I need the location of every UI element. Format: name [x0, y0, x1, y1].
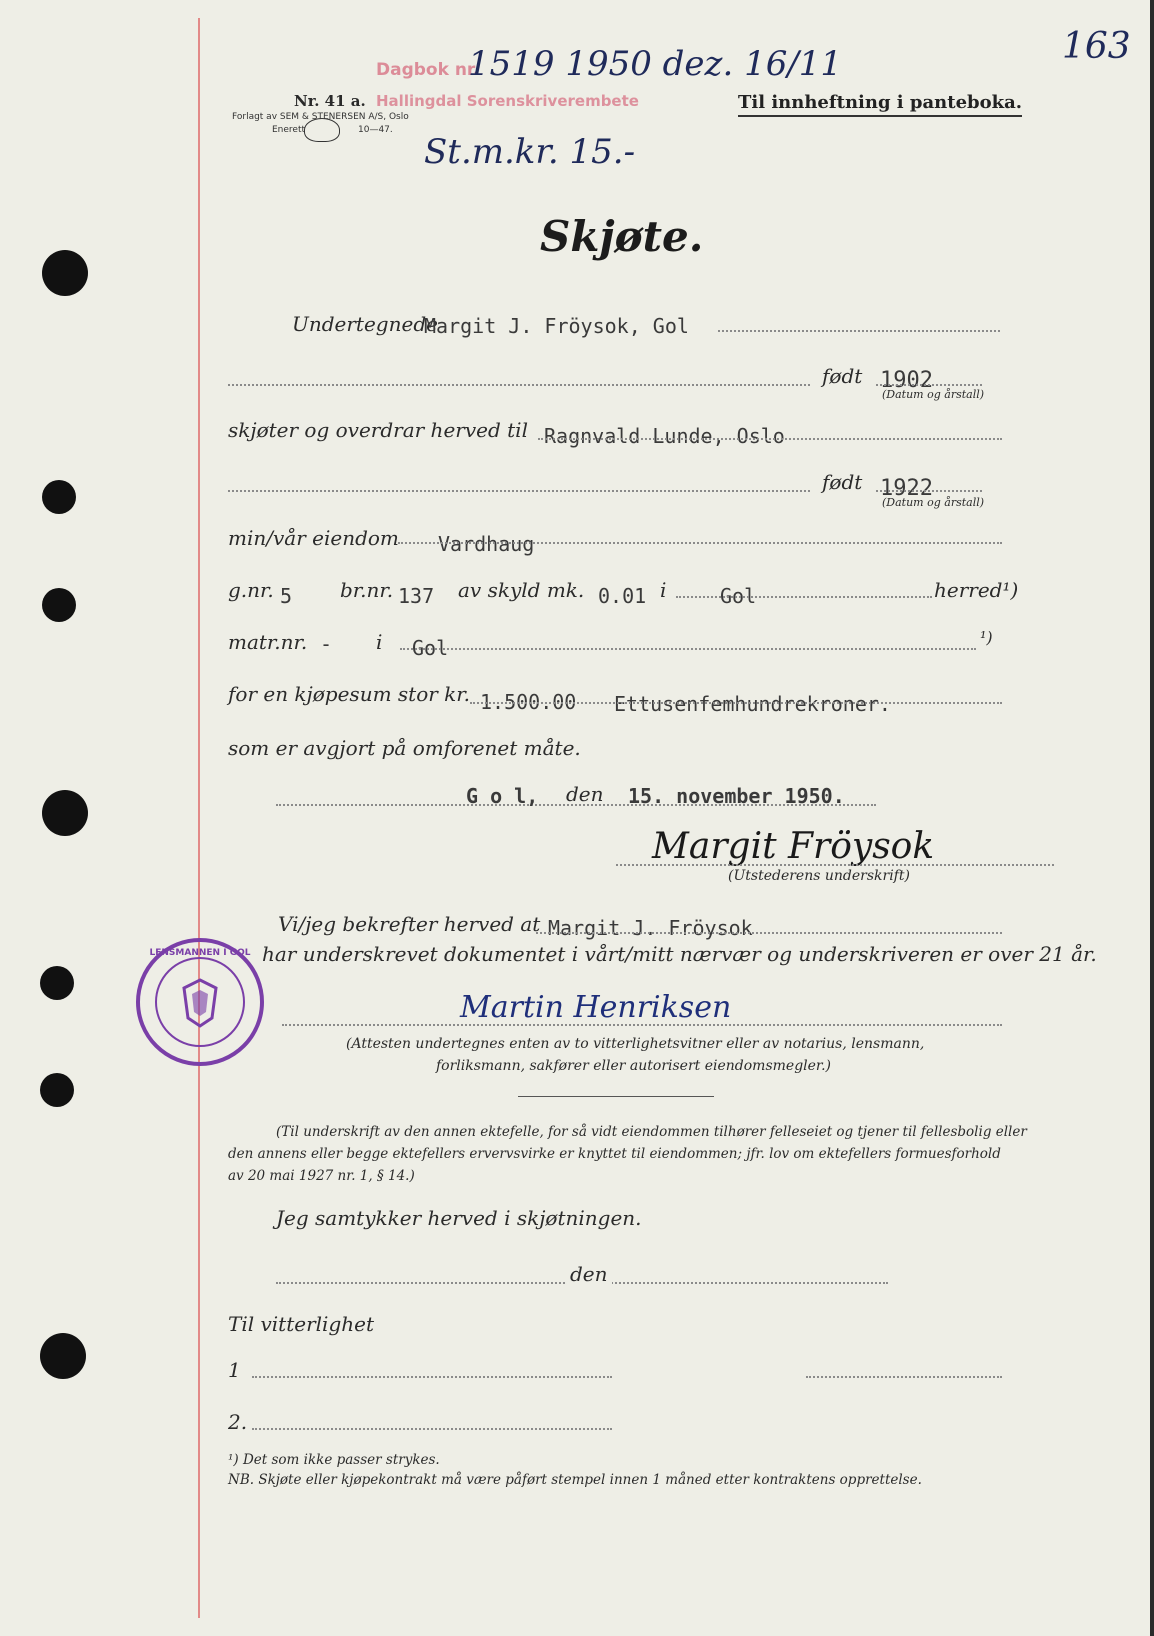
publisher-logo	[304, 118, 340, 142]
buyer-born-value: 1922	[880, 476, 933, 501]
dotted-line	[616, 864, 1054, 866]
matr-label: matr.nr.	[228, 630, 308, 654]
witness-label: Til vitterlighet	[228, 1312, 375, 1336]
footnote-1: ¹) Det som ikke passer strykes.	[228, 1452, 440, 1468]
witness-signature: Martin Henriksen	[460, 990, 732, 1025]
dotted-line	[400, 648, 976, 650]
diary-number-handwritten: 1519 1950 dez. 16/11	[468, 44, 843, 84]
seller-label: Undertegnede	[292, 312, 438, 336]
price-words: Ettusenfemhundrekroner.	[614, 692, 891, 716]
dotted-line	[252, 1376, 612, 1378]
attest-line1-prefix: Vi/jeg bekrefter herved at	[278, 912, 541, 936]
skyld-value: 0.01	[598, 584, 647, 608]
dotted-line	[538, 438, 1002, 440]
witness-subject: Margit J. Fröysok	[548, 916, 753, 940]
form-number: Nr. 41 a.	[294, 92, 366, 110]
witness-one: 1	[228, 1358, 241, 1382]
dotted-line	[876, 384, 982, 386]
right-heading: Til innheftning i panteboka.	[738, 92, 1022, 117]
spouse-note-line3: av 20 mai 1927 nr. 1, § 14.)	[228, 1168, 415, 1184]
price-settled: som er avgjort på omforenet måte.	[228, 736, 581, 760]
punch-hole	[40, 1073, 74, 1107]
dotted-line	[228, 384, 810, 386]
punch-hole	[42, 790, 88, 836]
stamp-dagbok: Dagbok nr.	[376, 60, 480, 80]
document-title: Skjøte.	[540, 212, 704, 261]
spouse-consent: Jeg samtykker herved i skjøtningen.	[276, 1206, 642, 1230]
matr-place: Gol	[412, 636, 449, 660]
price-amount: 1.500.00	[480, 690, 577, 714]
dotted-line	[228, 490, 810, 492]
dotted-line	[282, 1024, 1002, 1026]
property-value: Vardhaug	[438, 532, 535, 556]
date-value: 15. november 1950.	[628, 784, 845, 808]
fee-handwritten: St.m.kr. 15.-	[424, 132, 636, 172]
herred-value: Gol	[720, 584, 757, 608]
dotted-line	[398, 542, 1002, 544]
buyer-value: Ragnvald Lunde, Oslo	[544, 424, 785, 448]
seller-value: Margit J. Fröysok, Gol	[424, 314, 689, 338]
dotted-line	[252, 1428, 612, 1430]
date-den: den	[566, 782, 604, 806]
seller-born-value: 1902	[880, 368, 933, 393]
buyer-born-label: født	[822, 470, 863, 494]
punch-hole	[42, 480, 76, 514]
separator-rule	[518, 1096, 714, 1097]
spouse-den: den	[566, 1262, 612, 1286]
punch-hole	[42, 588, 76, 622]
gnr-label: g.nr.	[228, 578, 274, 602]
seller-born-hint: (Datum og årstall)	[882, 388, 985, 401]
signature-caption: (Utstederens underskrift)	[728, 868, 910, 884]
brnr-label: br.nr.	[340, 578, 394, 602]
dotted-line	[470, 702, 1002, 704]
attest-note-line2: forliksmann, sakfører eller autorisert eiendomsmegler.)	[436, 1058, 831, 1074]
attest-line2: har underskrevet dokumentet i vårt/mitt nærvær og underskriveren er over 21 år.	[262, 942, 1097, 966]
buyer-label: skjøter og overdrar herved til	[228, 418, 528, 442]
punch-hole	[40, 1333, 86, 1379]
seal-text: LENSMANNEN I GOL	[149, 948, 251, 958]
publisher-code: 10—47.	[358, 125, 393, 135]
matr-i: i	[376, 630, 383, 654]
seller-signature: Margit Fröysok	[652, 826, 935, 867]
dotted-line	[676, 596, 932, 598]
skyld-label: av skyld mk.	[458, 578, 585, 602]
spouse-note-line2: den annens eller begge ektefellers ervervsvirke er knyttet til eiendommen; jfr. lov om ektefellers formuesforhold	[228, 1146, 1001, 1162]
matr-note: ¹)	[980, 628, 993, 647]
date-place: G o l,	[466, 784, 539, 808]
buyer-born-hint: (Datum og årstall)	[882, 496, 985, 509]
publisher-line2: Enerett	[272, 125, 306, 135]
spouse-note-line1: (Til underskrift av den annen ektefelle, for så vidt eiendommen tilhører felleseiet og tjener til fellesbolig eller	[276, 1124, 1027, 1140]
brnr-value: 137	[398, 584, 435, 608]
publisher-line: Forlagt av SEM & STENERSEN A/S, Oslo	[232, 112, 409, 122]
margin-rule	[198, 18, 200, 1618]
dotted-line	[718, 330, 1000, 332]
page-number: 163	[1062, 26, 1131, 67]
herred-label: herred¹)	[934, 578, 1019, 602]
witness-two: 2.	[228, 1410, 248, 1434]
matr-value: -	[320, 632, 333, 656]
footnote-2: NB. Skjøte eller kjøpekontrakt må være påført stempel innen 1 måned etter kontraktens opprettelse.	[228, 1472, 922, 1488]
official-seal	[136, 938, 264, 1066]
attest-note-line1: (Attesten undertegnes enten av to vitterlighetsvitner eller av notarius, lensmann,	[346, 1036, 925, 1052]
gnr-value: 5	[280, 584, 293, 608]
stamp-office: Hallingdal Sorenskriverembete	[376, 92, 639, 110]
seller-born-label: født	[822, 364, 863, 388]
dotted-line	[876, 490, 982, 492]
property-label: min/vår eiendom	[228, 526, 399, 550]
price-label: for en kjøpesum stor kr.	[228, 682, 471, 706]
dotted-line	[536, 932, 1002, 934]
punch-hole	[40, 966, 74, 1000]
dotted-line	[806, 1376, 1002, 1378]
punch-hole	[42, 250, 88, 296]
i-label: i	[660, 578, 667, 602]
